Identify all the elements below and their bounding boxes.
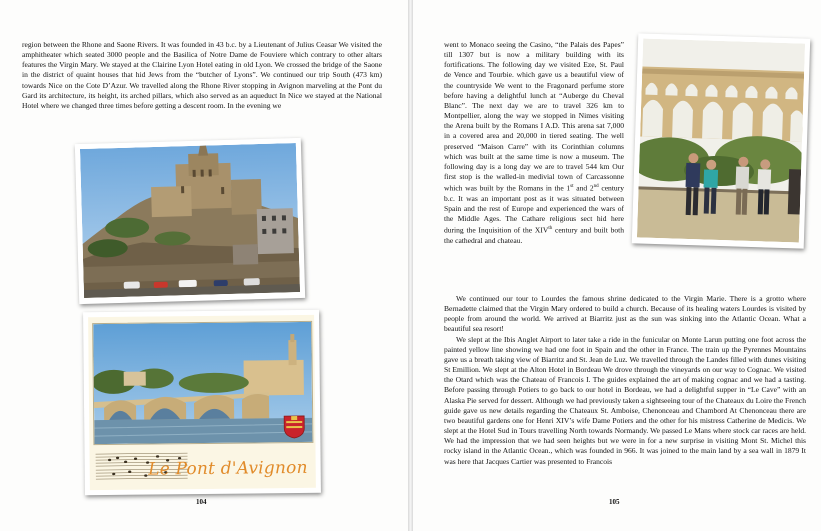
right-page [413,0,821,531]
mont-saint-michel-photo [75,138,305,304]
left-page [0,0,408,531]
pont-du-gard-photo [632,33,811,248]
postcard-caption: Le Pont d'Avignon [148,457,308,480]
paragraph-lourdes: We continued our tour to Lourdes the famous shrine dedicated to the Virgin Marie. There is a grotto where Bernadette claimed that the Virgin Mary ordered to build a church. Because of its healing waters Lourdes is visited by people from around the world. We arrived at Biarritz just as the sun was sinking into the Atlantic Ocean. What a beautiful sea resort! [444,294,806,334]
right-column-text: went to Monaco seeing the Casino, “the Palais des Papes” till 1307 but is now a military building with its fortifications. The following day we visited Eze, St. Paul de Vence and Tourbie. which gave us a beautiful view of the countryside We went to the Fragonard perfume store before having a delightful lunch at “Auberge du Cheval Blanc”. The next day we are to travel 326 km to Montpellier, along the way we stopped in Nimes visiting the Arena built by the Romans I A.D. This arena sat 7,000 in a covered area and 20,000 in tiered seating. The well preserved “Maison Carre” with its Corinthian columns which was built at the same time is now a museum. The following day is a long day we are to travel 544 km Our first stop is the walled-in medivial town of Carcassonne which was built by the Romans in the 1st and 2nd century b.c. It was an important post as it was situated between Spain and the rest of Europe and experienced the wars of the Middle Ages. The Cathare religious sect hid here during the Inquisition of the XIVth century and built both the cathedral and chateau. [444,40,625,245]
page-number-right: 105 [609,498,620,506]
postcard-image [92,321,313,445]
pont-avignon-postcard [83,310,321,495]
paragraph-biarritz: We slept at the Ibis Anglet Airport to later take a ride in the funicular on Monte Larun putting one foot across the painted yellow line showing we had one foot in Spain and the other in France. The train up the Pyrennes Mountains gave us a breath taking view of Biarritz and St. Jean de Luz. We travelled through the Landes filled with dunes visiting St Emillion. We slept at the Alton Hotel in Bordeau We drove through the vineyards on our way to Cognac. We visited the Otard which was the Chateau of Francois I. The guides explained the art of making cognac and we had a tasting. Before passing through Potiers to go back to our hotel in Bordeau, we had a delightful supper in “Le Cave” with an Alaska Pie served for dessert. Although we had previously taken a sightseeing tour of the Chateaux du Loire the French guide gave us new details regarding the Chateaux St. Amboise, Chenonceau and Chambord At Chenonceau there are two beautiful gardens one for Henri XIV’s wife Dame Potiers and the other for his mistress Catherine de Medicis. We slept at the Hotel Sud in Tours travelling North towards Normandy. We passed Le Mans where stock car races are held. We had the impression that we had seen heights but we were in for a new surprise in visiting Mont St. Michel this rocky island in the Atlantic Ocean., which was founded in 966. It was joined to the main land by a sea wall in 1879 It was here that Jacques Cartier was presented to Francois [444,334,806,466]
page-number-left: 104 [196,498,207,506]
left-paragraph: region between the Rhone and Saone Rivers. It was founded in 43 b.c. by a Lieutenant of Julius Ceasar We visited the amphitheater which seated 3000 people and the Basilica of Notre Dame de Fouviere which contrary to other altars features the Virgin Mary. We stayed at the Clairine Lyon Hotel eating in old Lyon. We crossed the bridge of the Saone in the district of quaint houses that hid Jews from the “butcher of Lyons”. We continued our trip South (473 km) towards Nice on the Cote D’Azur. We travelled along the Rhone River stopping in Avignon marveling at the Pont du Gard its architecture, its height, its arched pillars, which also served as an aqueduct In Nice we stayed at the National Hotel where we changed three times before getting a descent room. In the evening we [22,40,382,110]
avignon-coat-of-arms [283,415,305,439]
right-full-width-text [444,294,806,467]
